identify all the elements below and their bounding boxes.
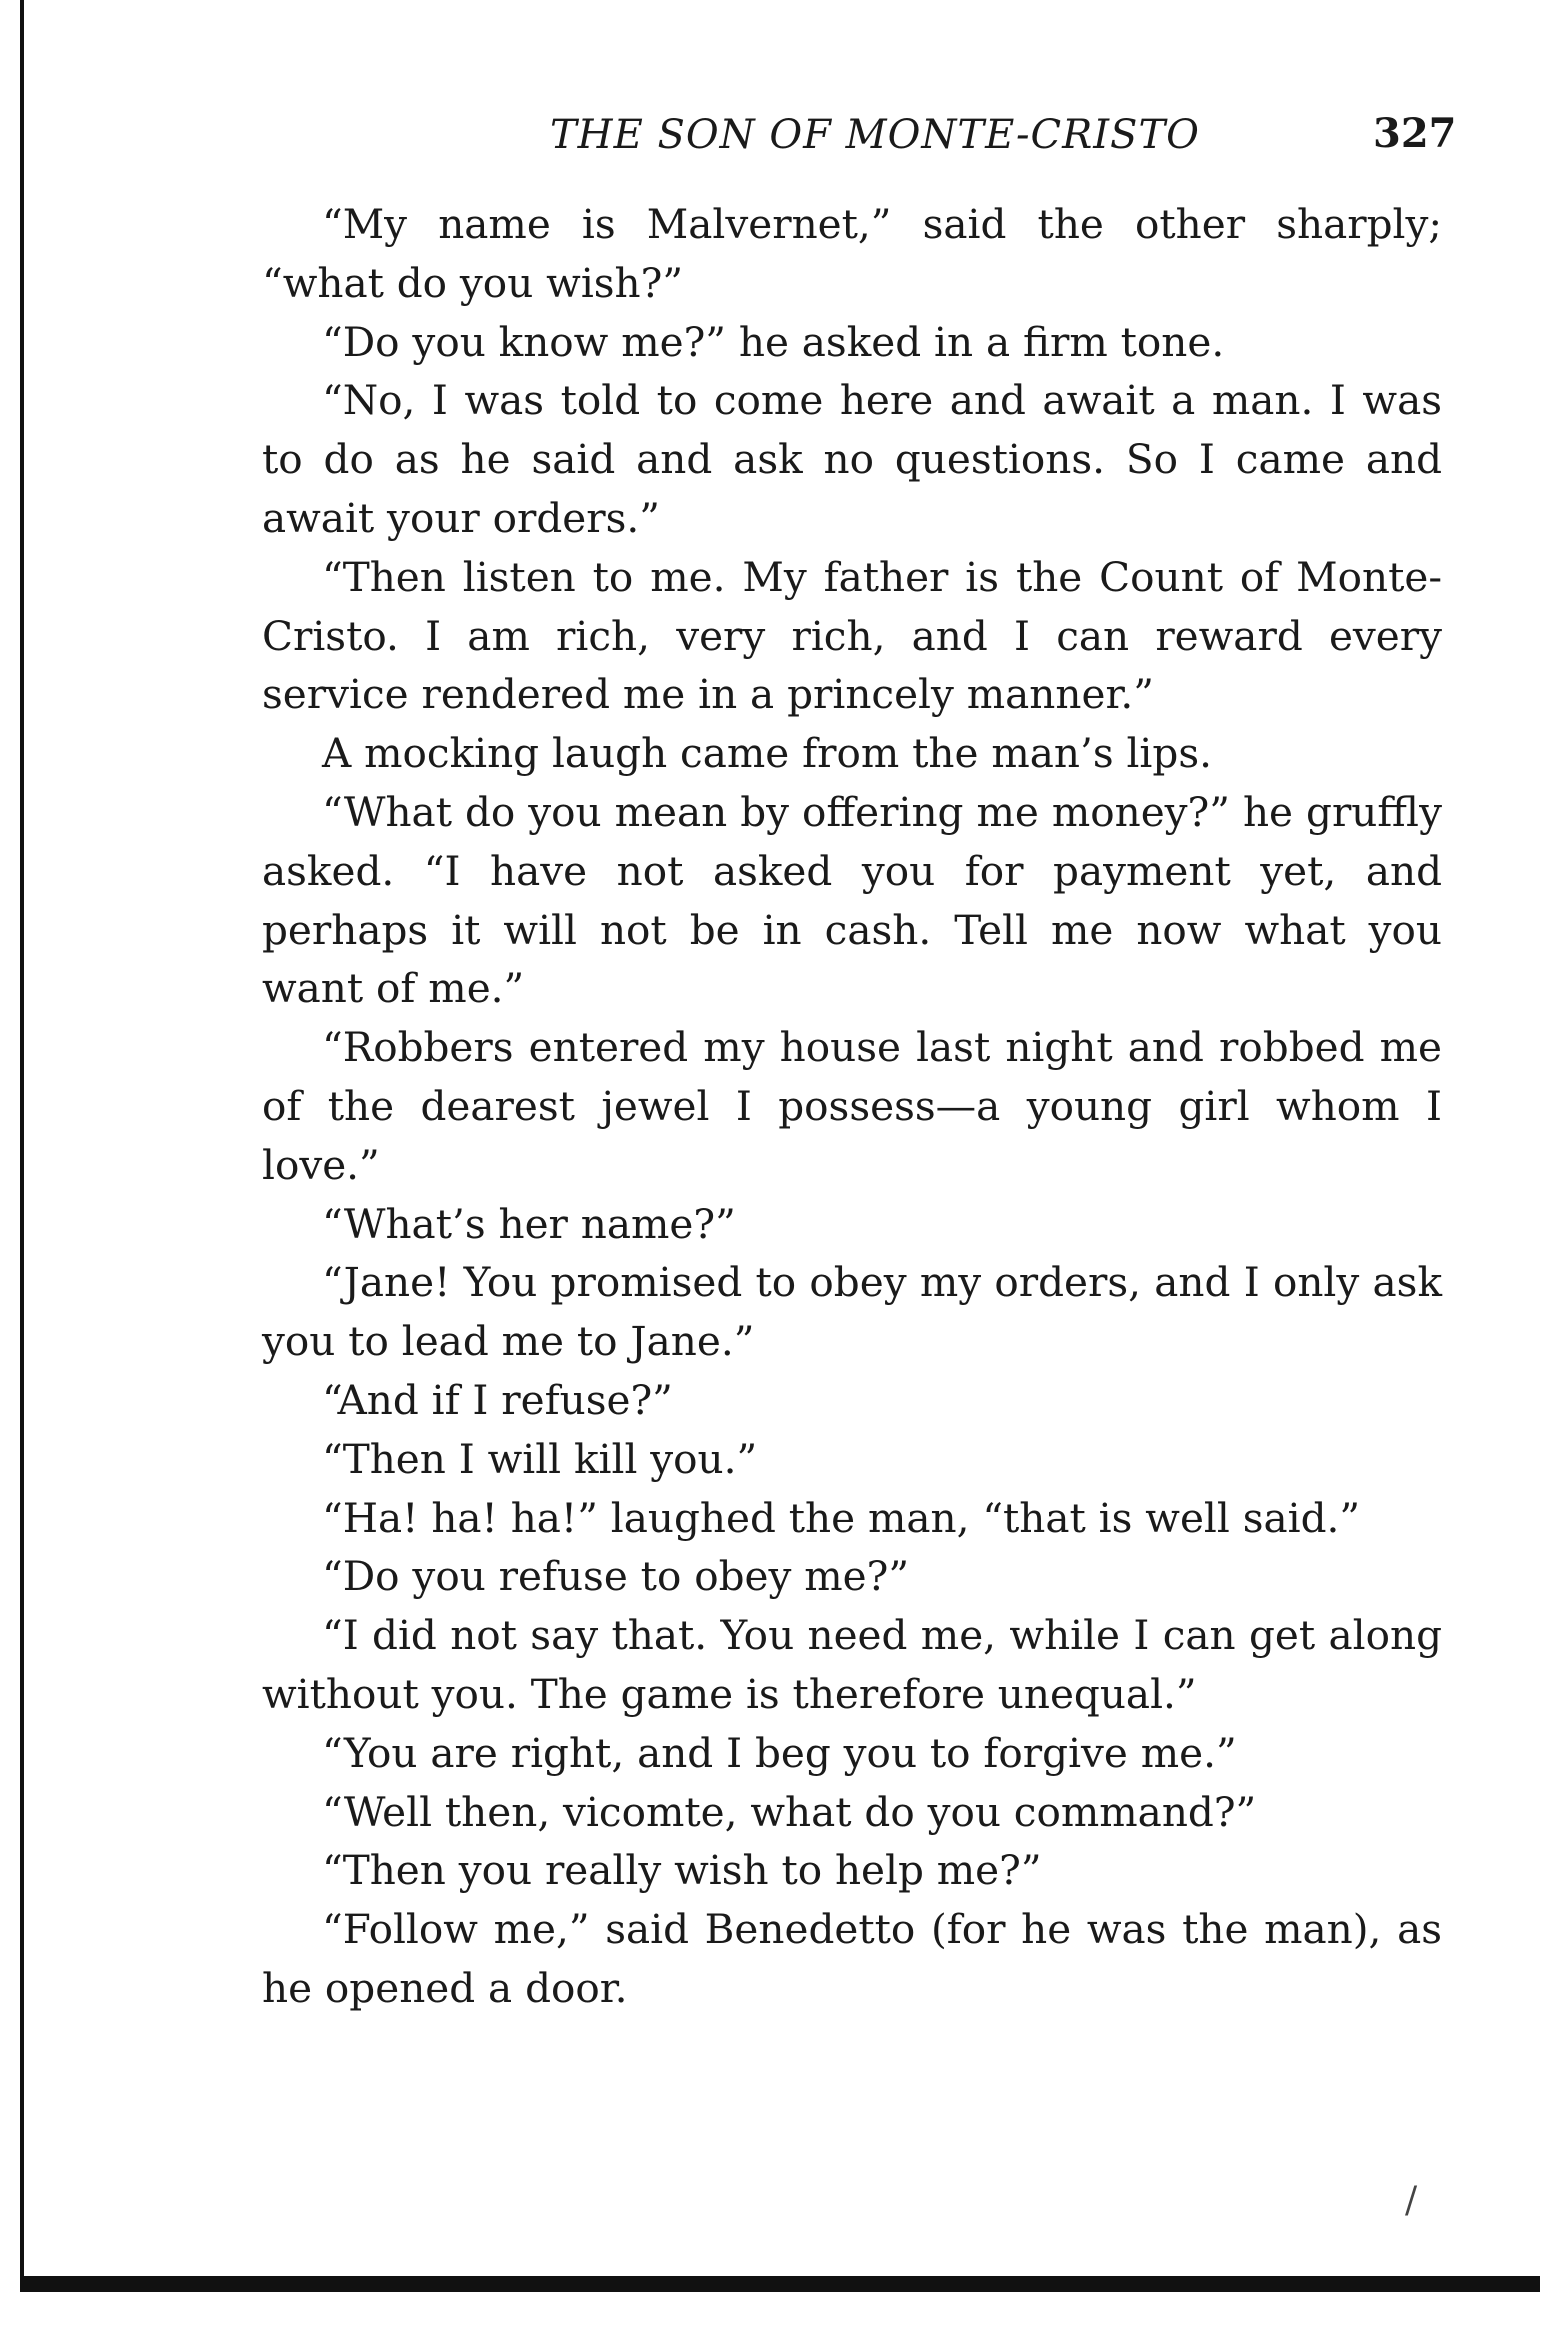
body-text [262, 195, 1442, 2018]
paragraph: A mocking laugh came from the man’s lips. [322, 729, 1212, 778]
paragraph: “You are right, and I beg you to forgive me.” [322, 1728, 1237, 1777]
paragraph: “What’s her name?” [322, 1199, 736, 1248]
paragraph: “What do you mean by offering me money?” he gruffly asked. “I have not asked you for payment yet, and perhaps it will not be in cash. Tell me now what you want of me.” [262, 787, 1442, 1013]
running-head: THE SON OF MONTE-CRISTO [550, 112, 1200, 158]
left-margin-rule [20, 0, 24, 2280]
page-number: 327 [1373, 110, 1457, 157]
paragraph: “No, I was told to come here and await a man. I was to do as he said and ask no questions. So I came and await your orders.” [262, 376, 1442, 542]
bottom-rule [20, 2276, 1540, 2292]
paragraph: “And if I refuse?” [322, 1375, 673, 1424]
paragraph: “My name is Malvernet,” said the other sharply; “what do you wish?” [262, 200, 1442, 307]
paragraph: “Follow me,” said Benedetto (for he was the man), as he opened a door. [262, 1905, 1442, 2012]
paragraph: “Do you know me?” he asked in a firm tone. [322, 317, 1225, 366]
paragraph: “Jane! You promised to obey my orders, and I only ask you to lead me to Jane.” [262, 1258, 1442, 1366]
stray-mark-icon: / [1405, 2180, 1418, 2221]
paragraph: “Then I will kill you.” [322, 1434, 758, 1483]
paragraph: “Then listen to me. My father is the Count of Monte-Cristo. I am rich, very rich, and I can reward every service rendered me in a princely manner.” [262, 552, 1442, 719]
paragraph: “Robbers entered my house last night and robbed me of the dearest jewel I possess—a young girl whom I love.” [262, 1023, 1442, 1189]
paragraph: “Then you really wish to help me?” [322, 1846, 1042, 1895]
paragraph: “Ha! ha! ha!” laughed the man, “that is well said.” [322, 1493, 1361, 1542]
paragraph: “Well then, vicomte, what do you command?” [322, 1787, 1257, 1836]
paragraph: “I did not say that. You need me, while I can get along without you. The game is therefore unequal.” [262, 1611, 1442, 1718]
paragraph: “Do you refuse to obey me?” [322, 1552, 910, 1601]
